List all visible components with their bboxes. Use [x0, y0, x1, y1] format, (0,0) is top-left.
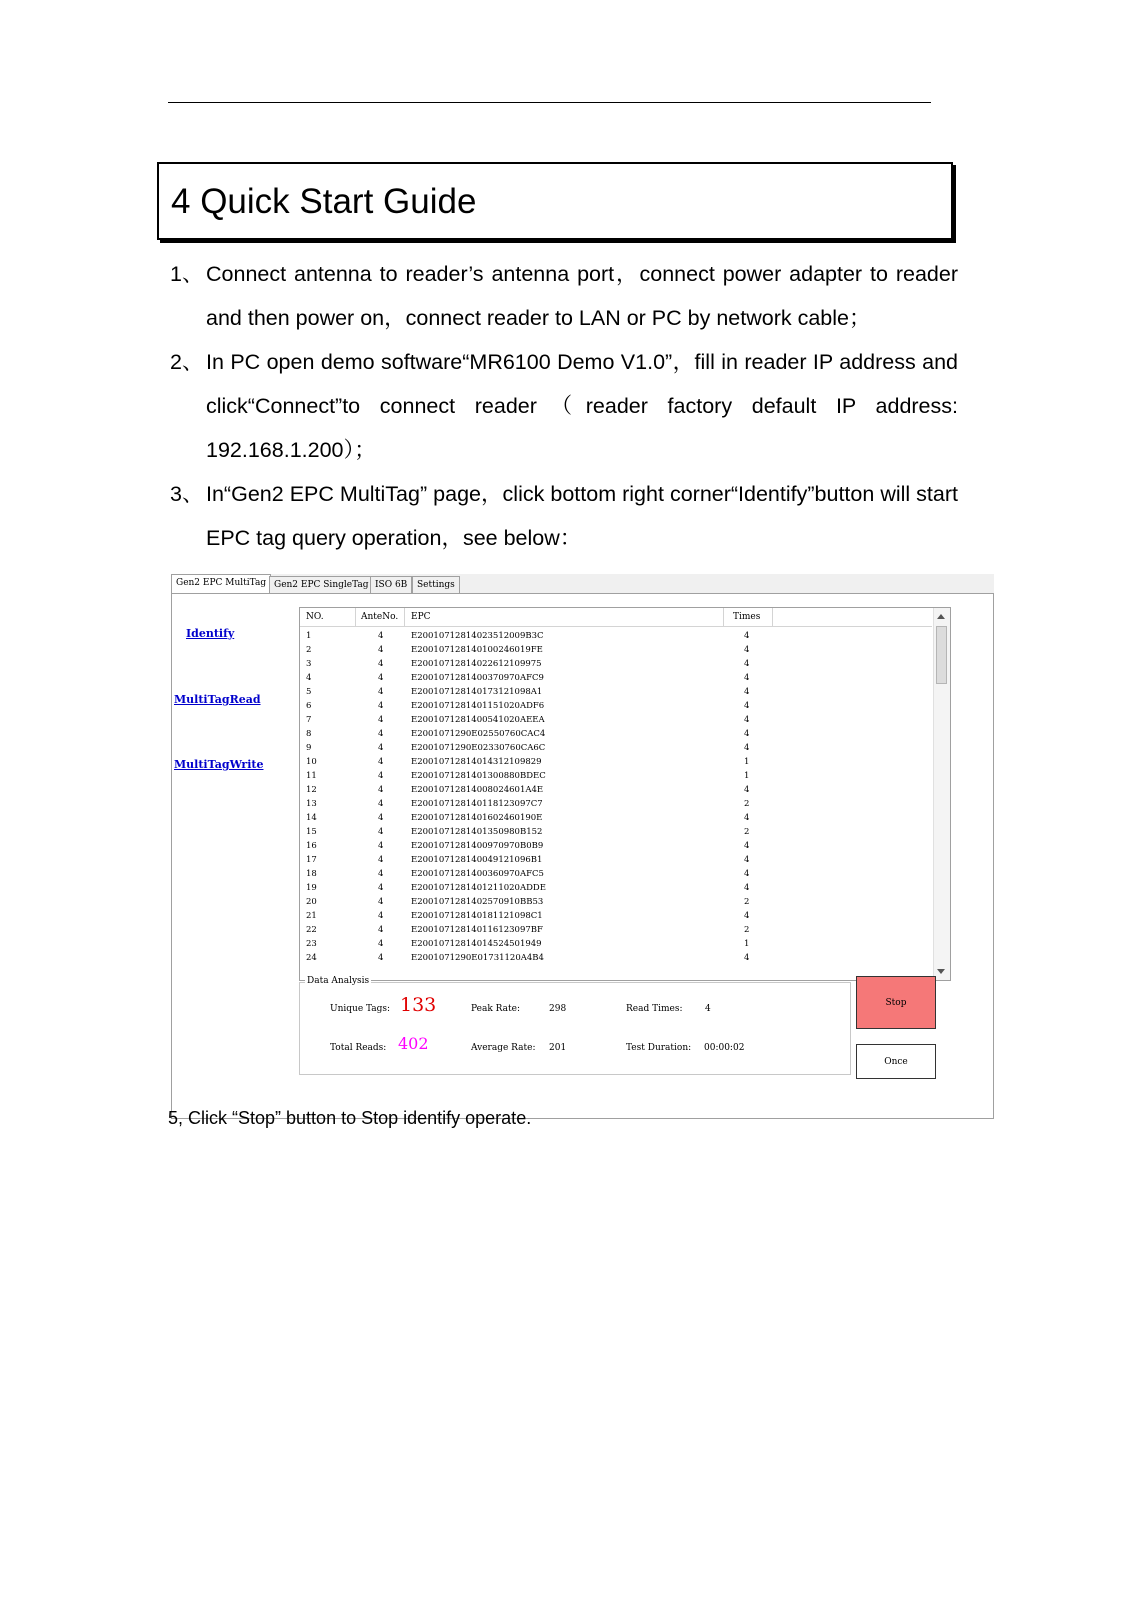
- total-reads-label: Total Reads:: [330, 1043, 387, 1053]
- cell-anteno: 4: [378, 715, 384, 725]
- cell-anteno: 4: [378, 687, 384, 697]
- cell-anteno: 4: [378, 631, 384, 641]
- test-duration-label: Test Duration:: [626, 1043, 692, 1053]
- once-button[interactable]: Once: [856, 1044, 936, 1079]
- step-number: 3、: [170, 482, 204, 506]
- unique-tags-value: 133: [400, 994, 437, 1016]
- table-row[interactable]: [300, 699, 932, 713]
- cell-epc: E2001071281401350980B152: [411, 827, 543, 837]
- table-row[interactable]: [300, 839, 932, 853]
- data-analysis-legend: Data Analysis: [307, 976, 370, 986]
- cell-times: 4: [744, 813, 750, 823]
- step-2: [170, 340, 958, 472]
- table-row[interactable]: [300, 867, 932, 881]
- cell-times: 2: [744, 925, 750, 935]
- cell-no: 1: [306, 631, 312, 641]
- cell-anteno: 4: [378, 827, 384, 837]
- cell-no: 7: [306, 715, 312, 725]
- tab-strip: [171, 574, 994, 595]
- unique-tags-label: Unique Tags:: [330, 1004, 391, 1014]
- cell-times: 4: [744, 729, 750, 739]
- column-divider: [355, 608, 356, 626]
- step-3: [170, 472, 958, 560]
- table-row[interactable]: [300, 755, 932, 769]
- cell-epc: E200107128140100246019FE: [411, 645, 543, 655]
- identify-link[interactable]: Identify: [186, 627, 235, 640]
- cell-no: 23: [306, 939, 317, 949]
- table-row[interactable]: [300, 853, 932, 867]
- cell-anteno: 4: [378, 911, 384, 921]
- cell-epc: E2001071281400370970AFC9: [411, 673, 544, 683]
- step-text: In PC open demo software“MR6100 Demo V1.0”，fill in reader IP address and click“Connect”to connect reader（reader factory default IP address: 192.168.1.200）；: [206, 350, 958, 462]
- section-heading: 4 Quick Start Guide: [171, 182, 477, 221]
- cell-no: 11: [306, 771, 317, 781]
- cell-epc: E2001071281400541020AEEA: [411, 715, 545, 725]
- cell-times: 2: [744, 897, 750, 907]
- cell-times: 4: [744, 869, 750, 879]
- cell-anteno: 4: [378, 757, 384, 767]
- data-analysis-group: [299, 976, 851, 1075]
- table-row[interactable]: [300, 895, 932, 909]
- column-header-epc[interactable]: EPC: [411, 612, 431, 622]
- tab-gen2-epc-multitag[interactable]: Gen2 EPC MultiTag: [171, 574, 271, 595]
- cell-times: 4: [744, 631, 750, 641]
- table-row[interactable]: [300, 909, 932, 923]
- cell-epc: E200107128140049121096B1: [411, 855, 543, 865]
- cell-no: 24: [306, 953, 317, 963]
- cell-times: 4: [744, 883, 750, 893]
- cell-epc: E2001071281400360970AFC5: [411, 869, 544, 879]
- step-text: Connect antenna to reader’s antenna port，connect power adapter to reader and then power on，connect reader to LAN or PC by network cable；: [206, 262, 958, 330]
- table-row[interactable]: [300, 783, 932, 797]
- tag-table[interactable]: [299, 607, 951, 981]
- table-row[interactable]: [300, 741, 932, 755]
- cell-anteno: 4: [378, 785, 384, 795]
- column-divider: [772, 608, 773, 626]
- cell-no: 13: [306, 799, 317, 809]
- cell-no: 19: [306, 883, 317, 893]
- table-row[interactable]: [300, 657, 932, 671]
- scroll-up-arrow-icon[interactable]: [937, 614, 945, 619]
- read-times-value: 4: [705, 1004, 711, 1014]
- column-divider: [723, 608, 724, 626]
- step-5-caption: 5, Click “Stop” button to Stop identify operate.: [168, 1108, 532, 1128]
- cell-epc: E20010712814014524501949: [411, 939, 542, 949]
- cell-no: 14: [306, 813, 317, 823]
- cell-times: 4: [744, 841, 750, 851]
- cell-epc: E2001071281401300880BDEC: [411, 771, 546, 781]
- table-row[interactable]: [300, 937, 932, 951]
- stop-button[interactable]: Stop: [856, 976, 936, 1029]
- step-number: 2、: [170, 350, 204, 374]
- multitagwrite-link[interactable]: MultiTagWrite: [174, 758, 264, 771]
- cell-anteno: 4: [378, 771, 384, 781]
- table-row[interactable]: [300, 727, 932, 741]
- cell-anteno: 4: [378, 897, 384, 907]
- cell-times: 1: [744, 757, 750, 767]
- column-header-times[interactable]: Times: [733, 612, 761, 622]
- table-row[interactable]: [300, 769, 932, 783]
- cell-no: 2: [306, 645, 312, 655]
- cell-no: 10: [306, 757, 317, 767]
- read-times-label: Read Times:: [626, 1004, 683, 1014]
- cell-epc: E2001071290E02550760CAC4: [411, 729, 546, 739]
- cell-epc: E200107128140116123097BF: [411, 925, 543, 935]
- cell-anteno: 4: [378, 939, 384, 949]
- cell-times: 4: [744, 953, 750, 963]
- cell-epc: E2001071281402570910BB53: [411, 897, 544, 907]
- demo-app-screenshot: [171, 574, 994, 1118]
- cell-no: 18: [306, 869, 317, 879]
- cell-no: 22: [306, 925, 317, 935]
- table-row[interactable]: [300, 629, 932, 643]
- table-row[interactable]: [300, 811, 932, 825]
- cell-epc: E2001071281401602460190E: [411, 813, 543, 823]
- step-number: 1、: [170, 262, 204, 286]
- header-rule: [168, 102, 931, 103]
- column-divider: [404, 608, 405, 626]
- scroll-down-arrow-icon[interactable]: [937, 969, 945, 974]
- cell-no: 12: [306, 785, 317, 795]
- cell-epc: E2001071281401151020ADF6: [411, 701, 545, 711]
- cell-times: 4: [744, 743, 750, 753]
- cell-times: 4: [744, 785, 750, 795]
- peak-rate-value: 298: [549, 1004, 567, 1014]
- table-header: [300, 608, 932, 627]
- cell-times: 4: [744, 701, 750, 711]
- cell-anteno: 4: [378, 883, 384, 893]
- cell-anteno: 4: [378, 925, 384, 935]
- cell-epc: E200107128140181121098C1: [411, 911, 543, 921]
- cell-anteno: 4: [378, 659, 384, 669]
- cell-times: 1: [744, 939, 750, 949]
- table-row[interactable]: [300, 671, 932, 685]
- cell-anteno: 4: [378, 701, 384, 711]
- test-duration-value: 00:00:02: [704, 1043, 745, 1053]
- tab-settings[interactable]: Settings: [412, 576, 460, 594]
- cell-epc: E2001071281401211020ADDE: [411, 883, 546, 893]
- average-rate-label: Average Rate:: [471, 1043, 536, 1053]
- tab-gen2-epc-singletag[interactable]: Gen2 EPC SingleTag: [269, 576, 374, 594]
- table-row[interactable]: [300, 951, 932, 965]
- cell-no: 16: [306, 841, 317, 851]
- table-body: [300, 629, 932, 965]
- step-1: [170, 252, 958, 340]
- cell-no: 6: [306, 701, 312, 711]
- cell-epc: E200107128140173121098A1: [411, 687, 543, 697]
- average-rate-value: 201: [549, 1043, 567, 1053]
- cell-anteno: 4: [378, 673, 384, 683]
- cell-times: 4: [744, 673, 750, 683]
- cell-anteno: 4: [378, 953, 384, 963]
- cell-anteno: 4: [378, 841, 384, 851]
- cell-anteno: 4: [378, 799, 384, 809]
- cell-times: 4: [744, 855, 750, 865]
- cell-epc: E2001071281400970970B0B9: [411, 841, 544, 851]
- cell-times: 4: [744, 645, 750, 655]
- cell-times: 4: [744, 911, 750, 921]
- cell-times: 1: [744, 771, 750, 781]
- total-reads-value: 402: [398, 1034, 429, 1053]
- cell-no: 5: [306, 687, 312, 697]
- cell-anteno: 4: [378, 743, 384, 753]
- peak-rate-label: Peak Rate:: [471, 1004, 520, 1014]
- cell-epc: E2001071290E02330760CA6C: [411, 743, 546, 753]
- cell-anteno: 4: [378, 729, 384, 739]
- cell-times: 2: [744, 799, 750, 809]
- cell-anteno: 4: [378, 869, 384, 879]
- cell-no: 3: [306, 659, 312, 669]
- multitag-panel: [171, 593, 994, 1119]
- cell-no: 8: [306, 729, 312, 739]
- cell-no: 17: [306, 855, 317, 865]
- cell-epc: E20010712814023512009B3C: [411, 631, 544, 641]
- cell-anteno: 4: [378, 645, 384, 655]
- column-header-anteno[interactable]: AnteNo.: [361, 612, 399, 622]
- cell-no: 15: [306, 827, 317, 837]
- table-row[interactable]: [300, 685, 932, 699]
- steps-list: [170, 252, 958, 560]
- step-text: In“Gen2 EPC MultiTag” page，click bottom right corner“Identify”button will start EPC tag query operation，see below：: [206, 482, 958, 550]
- multitagread-link[interactable]: MultiTagRead: [174, 693, 261, 706]
- scrollbar-thumb[interactable]: [936, 626, 947, 684]
- table-row[interactable]: [300, 825, 932, 839]
- cell-no: 21: [306, 911, 317, 921]
- cell-epc: E20010712814022612109975: [411, 659, 542, 669]
- cell-times: 4: [744, 659, 750, 669]
- cell-epc: E2001071290E01731120A4B4: [411, 953, 544, 963]
- cell-epc: E200107128140118123097C7: [411, 799, 543, 809]
- table-scrollbar[interactable]: [933, 608, 950, 980]
- cell-anteno: 4: [378, 855, 384, 865]
- cell-no: 9: [306, 743, 312, 753]
- table-row[interactable]: [300, 923, 932, 937]
- column-header-no[interactable]: NO.: [306, 612, 324, 622]
- cell-no: 4: [306, 673, 312, 683]
- cell-times: 2: [744, 827, 750, 837]
- section-heading-box: [157, 162, 953, 240]
- table-row[interactable]: [300, 713, 932, 727]
- cell-no: 20: [306, 897, 317, 907]
- table-row[interactable]: [300, 881, 932, 895]
- tab-iso-6b[interactable]: ISO 6B: [370, 576, 412, 594]
- table-row[interactable]: [300, 797, 932, 811]
- cell-epc: E20010712814014312109829: [411, 757, 542, 767]
- table-row[interactable]: [300, 643, 932, 657]
- cell-times: 4: [744, 715, 750, 725]
- cell-anteno: 4: [378, 813, 384, 823]
- cell-epc: E20010712814008024601A4E: [411, 785, 544, 795]
- cell-times: 4: [744, 687, 750, 697]
